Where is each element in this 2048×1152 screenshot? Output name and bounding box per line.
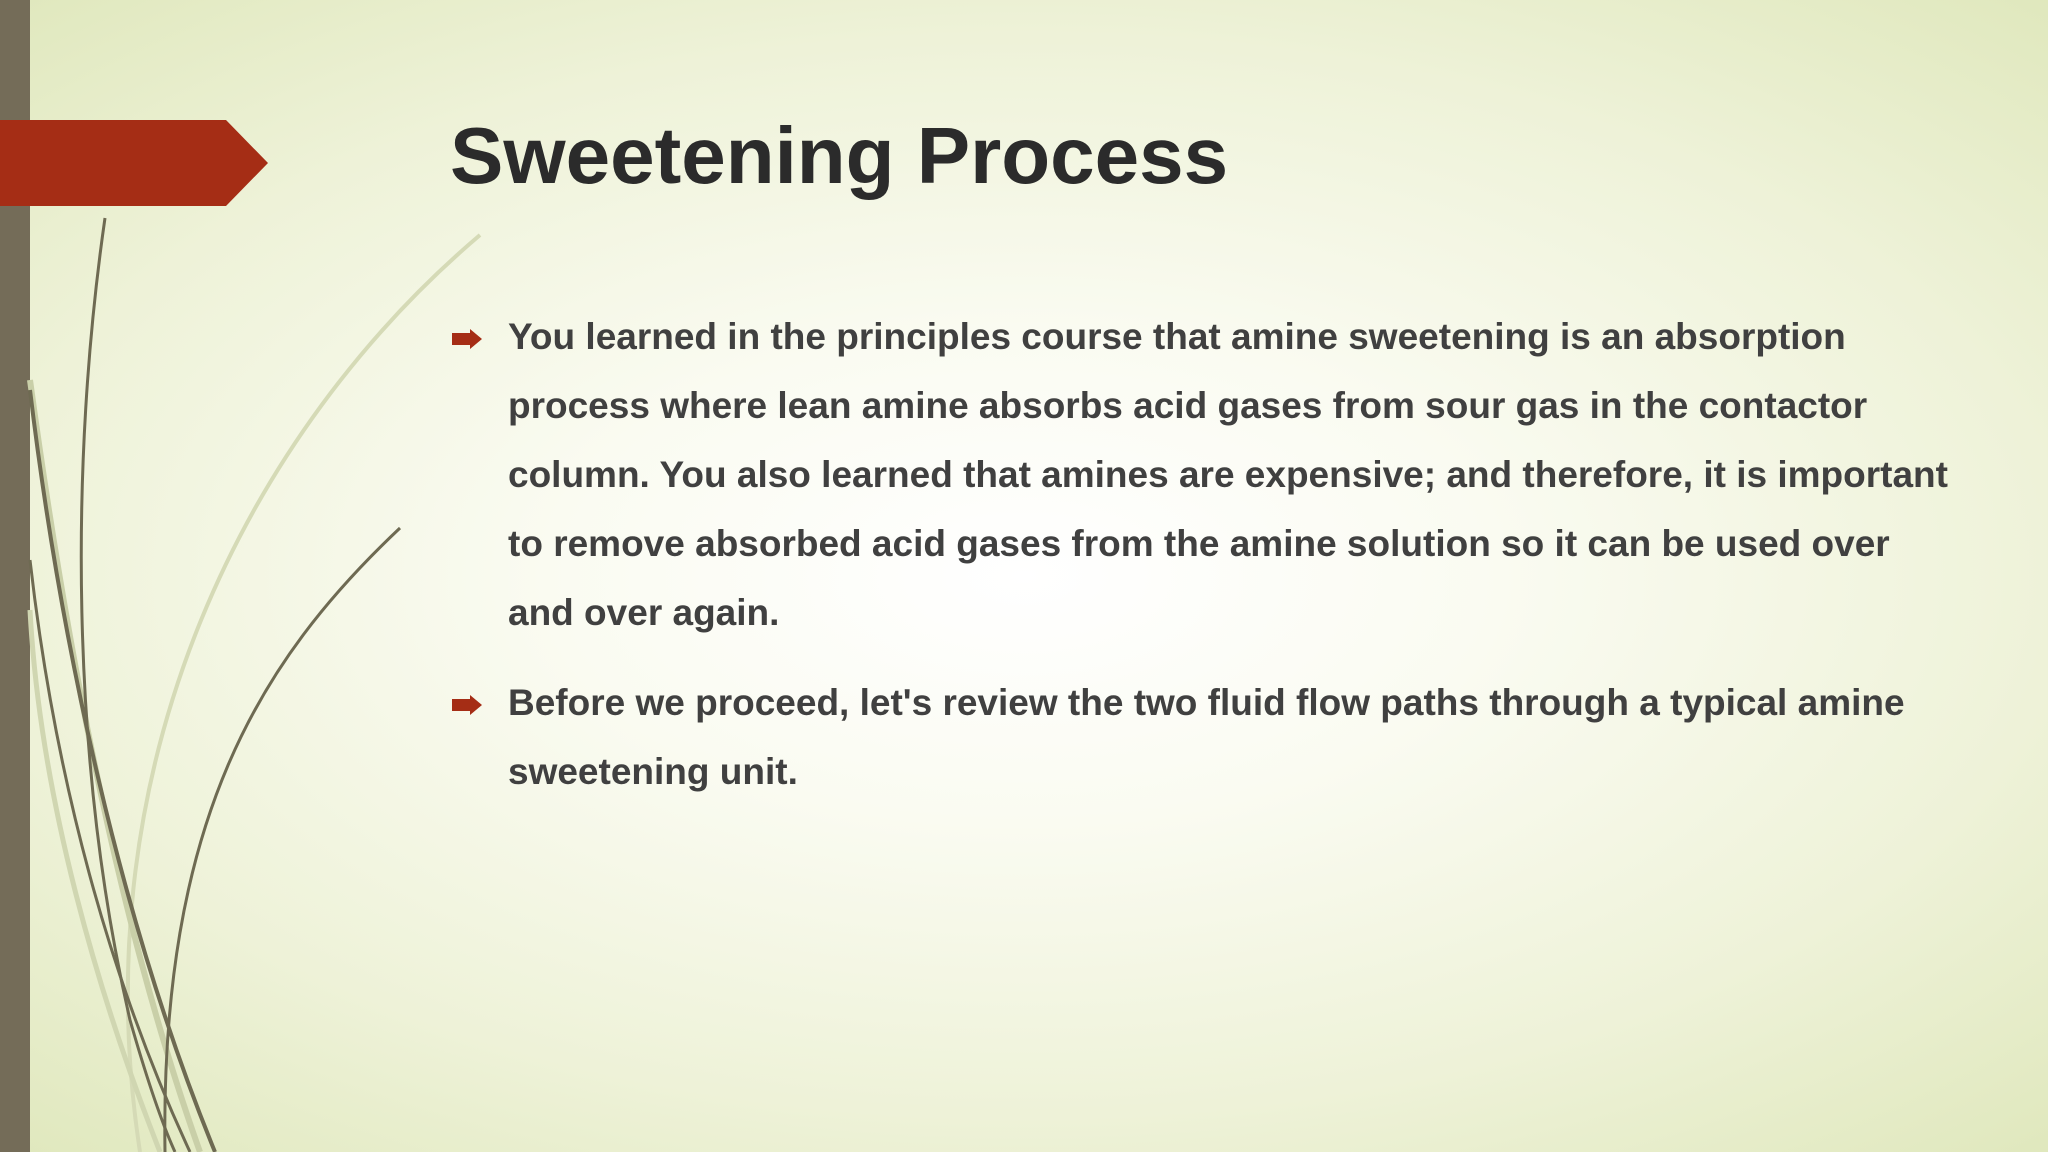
- title-accent-banner: [0, 120, 268, 206]
- bullet-text: You learned in the principles course that amine sweetening is an absorption process where lean amine absorbs acid gases from sour gas in the contactor column. You also learned that amines are expensive; and therefore, it is important to remove absorbed acid gases from the amine solution so it can be used over and over again.: [508, 316, 1948, 633]
- arrow-bullet-icon: [452, 695, 482, 715]
- bullet-text: Before we proceed, let's review the two fluid flow paths through a typical amine sweetening unit.: [508, 682, 1905, 792]
- arrow-bullet-icon: [452, 329, 482, 349]
- slide-title: Sweetening Process: [450, 111, 1229, 200]
- bullet-item: [450, 668, 1950, 806]
- bullet-item: [450, 302, 1950, 647]
- bullet-list: [450, 302, 1950, 827]
